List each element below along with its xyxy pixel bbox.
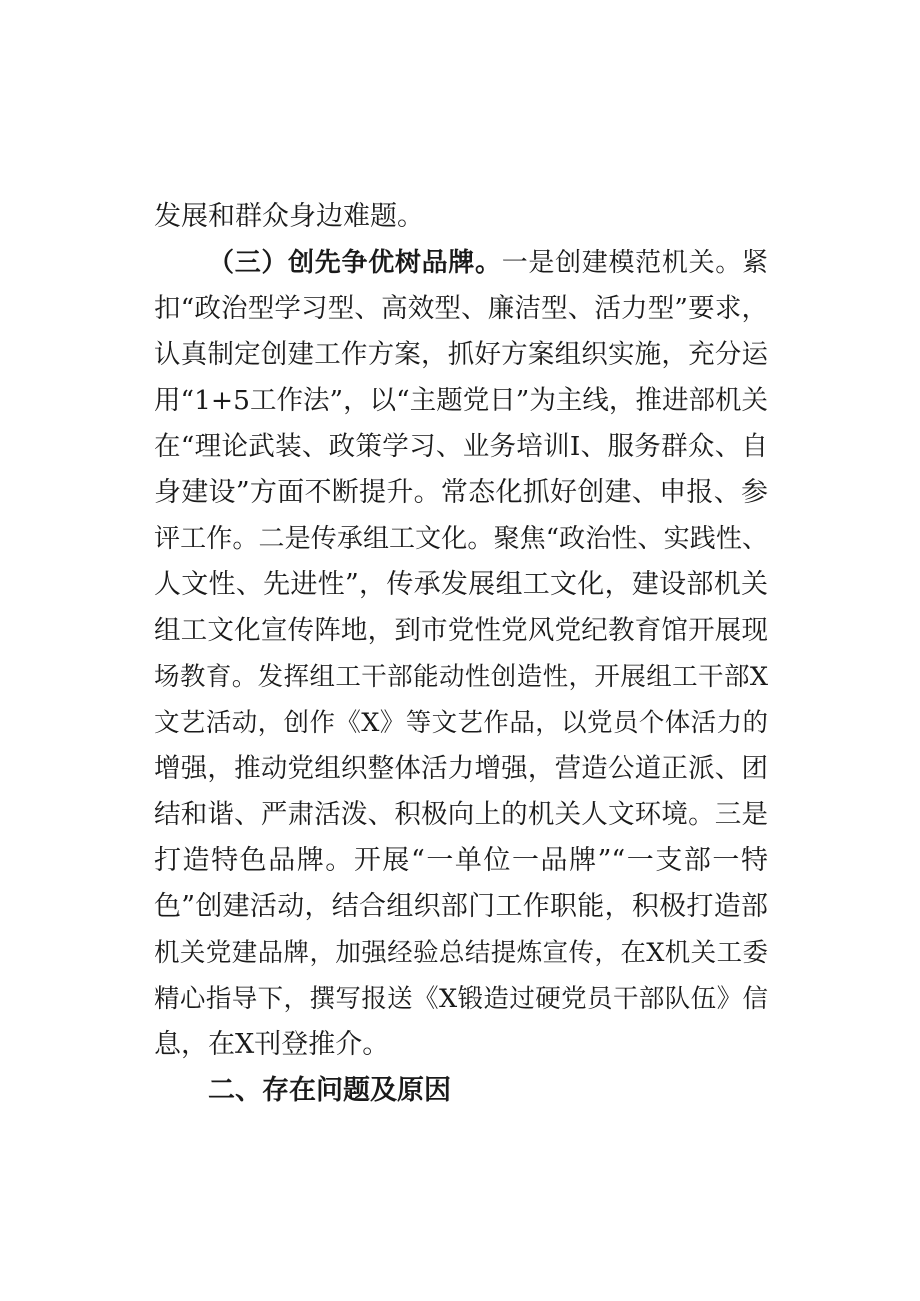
line-text: 文艺活动，创作《X》等文艺作品，以党员个体活力的 — [154, 708, 768, 738]
line-text: 色”创建活动，结合组织部门工作职能，积极打造部 — [154, 891, 768, 922]
line-text: 精心指导下，撰写报送《X锻造过硬党员干部队伍》信 — [154, 984, 768, 1014]
line-text: 场教育。发挥组工干部能动性创造性，开展组工干部X — [154, 662, 768, 692]
text-line — [154, 516, 768, 562]
line-text: 组工文化宣传阵地，到市党性党风党纪教育馆开展现 — [154, 615, 768, 646]
line-text: 息，在X刊登推介。 — [154, 1029, 390, 1060]
text-line — [154, 378, 768, 424]
text-line — [154, 930, 768, 976]
line-text: 结和谐、严肃活泼、积极向上的机关人文环境。三是 — [154, 799, 768, 830]
section-heading: 二、存在问题及原因 — [208, 1075, 451, 1106]
text-line — [154, 792, 768, 838]
text-line — [154, 884, 768, 930]
line-text: 增强，推动党组织整体活力增强，营造公道正派、团 — [154, 753, 768, 784]
line-text: 身建设”方面不断提升。常态化抓好创建、申报、参 — [154, 477, 768, 508]
line-text: 打造特色品牌。开展“一单位一品牌”“一支部一特 — [154, 845, 768, 876]
text-line — [154, 654, 768, 700]
line-text: 一是创建模范机关。紧 — [501, 248, 768, 278]
text-line — [154, 332, 768, 378]
text-line — [154, 286, 768, 332]
text-line — [154, 424, 768, 470]
line-text: 扣“政治型学习型、高效型、廉洁型、活力型”要求， — [154, 293, 768, 324]
line-text: 认真制定创建工作方案，抓好方案组织实施，充分运 — [154, 339, 768, 370]
text-line — [154, 746, 768, 792]
line-text: 机关党建品牌，加强经验总结提炼宣传，在X机关工委 — [154, 938, 768, 968]
line-text: 发展和群众身边难题。 — [154, 201, 424, 232]
subheading: （三）创先争优树品牌。 — [208, 248, 502, 278]
text-line — [154, 608, 768, 654]
text-line — [154, 700, 768, 746]
paragraph-first-line — [208, 240, 768, 286]
line-text: 评工作。二是传承组工文化。聚焦“政治性、实践性、 — [154, 524, 768, 554]
text-line — [154, 470, 768, 516]
text-line — [154, 194, 768, 240]
text-line — [154, 562, 768, 608]
text-line — [154, 1022, 768, 1068]
line-text: 用“1+5工作法”，以“主题党日”为主线，推进部机关 — [154, 385, 768, 416]
text-line — [154, 976, 768, 1022]
line-text: 在“理论武装、政策学习、业务培训I、服务群众、自 — [154, 431, 768, 462]
line-text: 人文性、先进性”，传承发展组工文化，建设部机关 — [154, 569, 768, 600]
text-line — [154, 838, 768, 884]
